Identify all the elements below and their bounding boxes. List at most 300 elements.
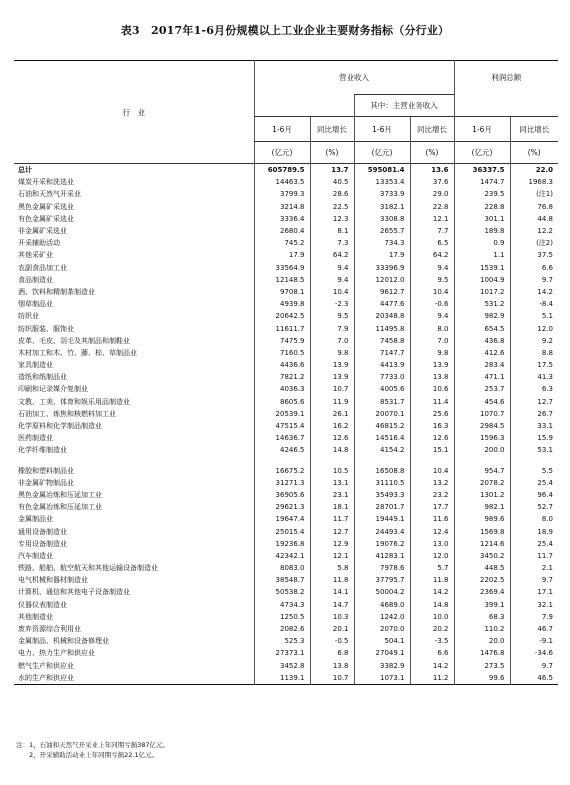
value-cell-profit-g: 33.1 [510,420,558,432]
value-cell-rev: 19236.8 [254,538,310,550]
value-cell-profit-g: 76.8 [510,201,558,213]
value-cell-rev-g: 18.1 [310,501,354,513]
value-cell-profit: 189.8 [454,225,510,237]
value-cell-main-g: 23.2 [410,489,454,501]
value-cell-main-g: 14.2 [410,586,454,598]
value-cell-profit: 1301.2 [454,489,510,501]
value-cell-main-g: 12.6 [410,432,454,444]
value-cell-rev-g: 14.8 [310,444,354,456]
header-unit-pct: (%) [510,142,558,164]
value-cell-profit: 301.1 [454,213,510,225]
value-cell-main: 2655.7 [354,225,410,237]
industry-cell: 皮革、毛皮、羽毛及其制品和制鞋业 [18,336,130,345]
industry-cell: 石油和天然气开采业 [18,190,81,199]
value-cell-main-g: 13.6 [410,164,454,177]
value-cell-main: 35493.3 [354,489,410,501]
industry-cell: 其他制造业 [18,612,53,621]
value-cell-profit-g: (注2) [510,237,558,249]
value-cell-main: 8531.7 [354,396,410,408]
value-cell-main: 2070.0 [354,623,410,635]
table-row [14,432,558,444]
value-cell-profit: 2078.2 [454,477,510,489]
value-cell-main-g: 13.0 [410,538,454,550]
value-cell-profit-g: 32.1 [510,599,558,611]
value-cell-rev: 3336.4 [254,213,310,225]
table-row [14,586,558,598]
value-cell-rev-g: 40.5 [310,176,354,188]
header-main-revenue: 其中：主营业务收入 [354,95,454,117]
value-cell-profit-g: 25.4 [510,538,558,550]
value-cell-profit-g: 9.7 [510,274,558,286]
value-cell-rev-g: 26.1 [310,408,354,420]
table-row [14,444,558,456]
industry-cell: 化学纤维制造业 [18,446,67,455]
industry-cell: 纺织服装、服饰业 [18,324,74,333]
value-cell-main: 4689.0 [354,599,410,611]
value-cell-main: 4477.6 [354,298,410,310]
value-cell-profit-g: 6.6 [510,262,558,274]
value-cell-main-g: 14.8 [410,599,454,611]
table-row [14,188,558,200]
value-cell-profit-g: 18.9 [510,525,558,537]
value-cell-main: 734.3 [354,237,410,249]
value-cell-main: 16508.8 [354,465,410,477]
value-cell-profit-g: -8.4 [510,298,558,310]
financial-indicators-table [14,60,558,685]
value-cell-rev-g: 64.2 [310,249,354,261]
value-cell-main: 24493.4 [354,525,410,537]
value-cell-profit-g: (注1) [510,188,558,200]
value-cell-main: 4005.6 [354,383,410,395]
value-cell-main-g: 11.4 [410,396,454,408]
value-cell-main: 7733.0 [354,371,410,383]
value-cell-profit-g: 53.1 [510,444,558,456]
value-cell-rev-g: 10.7 [310,383,354,395]
industry-cell: 金属制品业 [18,515,53,524]
value-cell-profit-g: 14.2 [510,286,558,298]
industry-cell: 纺织业 [18,312,39,321]
value-cell-profit: 399.1 [454,599,510,611]
value-cell-profit: 1596.3 [454,432,510,444]
table-row [14,647,558,659]
industry-cell: 通用设备制造业 [18,527,67,536]
value-cell-rev: 525.3 [254,635,310,647]
industry-cell: 化学原料和化学制品制造业 [18,422,102,431]
table-header [14,61,558,164]
header-period: 1-6月 [454,117,510,142]
header-period: 1-6月 [254,117,310,142]
industry-cell: 汽车制造业 [18,551,53,560]
value-cell-rev-g: -0.5 [310,635,354,647]
value-cell-rev: 2680.4 [254,225,310,237]
value-cell-main: 3382.9 [354,660,410,672]
header-growth: 同比增长 [310,117,354,142]
header-growth: 同比增长 [510,117,558,142]
value-cell-main-g: 37.6 [410,176,454,188]
value-cell-main: 33396.9 [354,262,410,274]
value-cell-main-g: 14.2 [410,660,454,672]
value-cell-rev: 2082.6 [254,623,310,635]
industry-cell: 烟草制品业 [18,300,53,309]
value-cell-profit: 2984.5 [454,420,510,432]
value-cell-profit: 1070.7 [454,408,510,420]
value-cell-rev-g: 12.6 [310,432,354,444]
value-cell-main: 28701.7 [354,501,410,513]
value-cell-rev: 20539.1 [254,408,310,420]
value-cell-rev-g: 16.2 [310,420,354,432]
value-cell-rev: 25015.4 [254,525,310,537]
value-cell-profit-g: 12.7 [510,396,558,408]
value-cell-rev-g: 10.4 [310,286,354,298]
table-row [14,538,558,550]
row-spacer [14,457,558,465]
value-cell-main-g: 9.4 [410,310,454,322]
value-cell-rev: 12148.5 [254,274,310,286]
value-cell-rev: 7821.2 [254,371,310,383]
value-cell-profit-g: 26.7 [510,408,558,420]
value-cell-profit-g: 2.1 [510,562,558,574]
footnote-1: 注：1、石油和天然气开采业上年同期亏损387亿元。 [16,741,170,749]
value-cell-main-g: 12.0 [410,550,454,562]
industry-cell: 有色金属冶炼和压延加工业 [18,503,102,512]
value-cell-main: 3308.8 [354,213,410,225]
value-cell-profit-g: 17.5 [510,359,558,371]
value-cell-profit: 1539.1 [454,262,510,274]
value-cell-rev: 50538.2 [254,586,310,598]
value-cell-rev-g: 22.5 [310,201,354,213]
value-cell-profit: 68.3 [454,611,510,623]
table-row [14,322,558,334]
value-cell-main-g: -0.6 [410,298,454,310]
value-cell-rev: 17.9 [254,249,310,261]
value-cell-main-g: 10.6 [410,383,454,395]
industry-cell: 其他采矿业 [18,251,53,260]
value-cell-main: 12012.0 [354,274,410,286]
table-row [14,635,558,647]
value-cell-rev-g: -2.3 [310,298,354,310]
value-cell-main: 7458.8 [354,335,410,347]
header-unit-amount: (亿元) [254,142,310,164]
value-cell-rev-g: 9.4 [310,274,354,286]
value-cell-rev: 11611.7 [254,322,310,334]
value-cell-main-g: 25.6 [410,408,454,420]
value-cell-rev-g: 11.7 [310,513,354,525]
table-row [14,286,558,298]
value-cell-main: 20070.1 [354,408,410,420]
value-cell-profit: 1.1 [454,249,510,261]
industry-cell: 农副食品加工业 [18,263,67,272]
industry-cell: 非金属矿采选业 [18,227,67,236]
value-cell-profit: 412.6 [454,347,510,359]
table-row [14,371,558,383]
value-cell-profit-g: 1968.3 [510,176,558,188]
table-row [14,408,558,420]
value-cell-profit: 283.4 [454,359,510,371]
value-cell-profit: 1004.9 [454,274,510,286]
industry-cell: 家具制造业 [18,361,53,370]
value-cell-profit-g: 5.5 [510,465,558,477]
value-cell-profit: 1017.2 [454,286,510,298]
value-cell-rev-g: 7.9 [310,322,354,334]
value-cell-profit-g: 22.0 [510,164,558,177]
value-cell-profit-g: 8.8 [510,347,558,359]
value-cell-rev-g: 5.8 [310,562,354,574]
value-cell-rev: 27373.1 [254,647,310,659]
industry-cell: 医药制造业 [18,434,53,443]
table-row [14,201,558,213]
table-row [14,525,558,537]
value-cell-rev-g: 11.9 [310,396,354,408]
value-cell-profit: 1569.8 [454,525,510,537]
value-cell-rev-g: 11.8 [310,574,354,586]
value-cell-rev-g: 13.9 [310,371,354,383]
table-row [14,298,558,310]
value-cell-main: 19076.2 [354,538,410,550]
value-cell-profit-g: 8.0 [510,513,558,525]
value-cell-main-g: 22.8 [410,201,454,213]
industry-cell: 仪器仪表制造业 [18,600,67,609]
value-cell-rev-g: 13.1 [310,477,354,489]
value-cell-main: 17.9 [354,249,410,261]
header-unit-pct: (%) [310,142,354,164]
industry-cell: 专用设备制造业 [18,539,67,548]
table-row [14,562,558,574]
value-cell-profit: 36337.5 [454,164,510,177]
table-row [14,359,558,371]
industry-cell: 橡胶和塑料制品业 [18,466,74,475]
value-cell-main-g: -3.5 [410,635,454,647]
table-row [14,660,558,672]
industry-cell: 水的生产和供应业 [18,673,74,682]
value-cell-main-g: 12.4 [410,525,454,537]
value-cell-profit: 3450.2 [454,550,510,562]
value-cell-rev-g: 7.3 [310,237,354,249]
industry-cell: 开采辅助活动 [18,239,60,248]
value-cell-rev-g: 12.7 [310,525,354,537]
value-cell-main-g: 8.0 [410,322,454,334]
value-cell-profit-g: 7.9 [510,611,558,623]
value-cell-profit-g: 9.7 [510,660,558,672]
value-cell-main: 3182.1 [354,201,410,213]
value-cell-main: 46815.2 [354,420,410,432]
industry-cell: 铁路、船舶、航空航天和其他运输设备制造业 [18,564,158,573]
value-cell-main: 1073.1 [354,672,410,685]
value-cell-main-g: 10.0 [410,611,454,623]
value-cell-rev: 29621.3 [254,501,310,513]
value-cell-rev-g: 9.4 [310,262,354,274]
value-cell-rev: 605789.5 [254,164,310,177]
table-row [14,237,558,249]
value-cell-profit-g: 12.0 [510,322,558,334]
value-cell-main: 27049.1 [354,647,410,659]
value-cell-rev-g: 23.1 [310,489,354,501]
industry-cell: 黑色金属冶炼和压延加工业 [18,490,102,499]
value-cell-rev-g: 13.8 [310,660,354,672]
value-cell-rev-g: 9.8 [310,347,354,359]
table-row [14,262,558,274]
value-cell-rev: 31271.3 [254,477,310,489]
value-cell-main: 50004.2 [354,586,410,598]
value-cell-main-g: 9.8 [410,347,454,359]
industry-cell: 文教、工美、体育和娱乐用品制造业 [18,397,130,406]
value-cell-profit: 982.9 [454,310,510,322]
table-row [14,611,558,623]
value-cell-main: 13353.4 [354,176,410,188]
value-cell-rev-g: 20.1 [310,623,354,635]
value-cell-profit-g: 41.3 [510,371,558,383]
table-row [14,623,558,635]
value-cell-main-g: 17.7 [410,501,454,513]
value-cell-main-g: 13.8 [410,371,454,383]
industry-cell: 黑色金属矿采选业 [18,202,74,211]
value-cell-rev-g: 28.6 [310,188,354,200]
industry-cell: 非金属矿物制品业 [18,478,74,487]
value-cell-main: 4413.9 [354,359,410,371]
value-cell-profit-g: -9.1 [510,635,558,647]
table-row [14,465,558,477]
value-cell-main-g: 10.4 [410,465,454,477]
industry-cell: 有色金属矿采选业 [18,214,74,223]
value-cell-main-g: 11.2 [410,672,454,685]
industry-cell: 印刷和记录媒介复制业 [18,385,88,394]
value-cell-profit: 448.5 [454,562,510,574]
value-cell-profit-g: 5.1 [510,310,558,322]
header-period: 1-6月 [354,117,410,142]
value-cell-main-g: 29.0 [410,188,454,200]
industry-cell: 食品制造业 [18,275,53,284]
value-cell-rev-g: 10.7 [310,672,354,685]
value-cell-main-g: 64.2 [410,249,454,261]
value-cell-profit: 110.2 [454,623,510,635]
value-cell-rev-g: 14.7 [310,599,354,611]
value-cell-rev: 33564.9 [254,262,310,274]
value-cell-profit-g: 46.5 [510,672,558,685]
industry-cell: 计算机、通信和其他电子设备制造业 [18,588,130,597]
value-cell-rev-g: 14.1 [310,586,354,598]
industry-cell: 电力、热力生产和供应业 [18,649,95,658]
value-cell-main: 37795.7 [354,574,410,586]
table-row [14,310,558,322]
value-cell-main-g: 11.6 [410,513,454,525]
value-cell-profit-g: 9.7 [510,574,558,586]
value-cell-main-g: 7.7 [410,225,454,237]
value-cell-profit-g: 6.3 [510,383,558,395]
value-cell-main-g: 6.6 [410,647,454,659]
value-cell-rev: 7160.5 [254,347,310,359]
value-cell-main: 595081.4 [354,164,410,177]
value-cell-profit-g: 15.9 [510,432,558,444]
value-cell-main-g: 20.2 [410,623,454,635]
value-cell-main: 504.1 [354,635,410,647]
table-row [14,383,558,395]
value-cell-main: 1242.0 [354,611,410,623]
value-cell-rev: 38548.7 [254,574,310,586]
value-cell-profit-g: 9.2 [510,335,558,347]
value-cell-main: 14516.4 [354,432,410,444]
value-cell-rev: 16675.2 [254,465,310,477]
value-cell-rev: 4734.3 [254,599,310,611]
value-cell-rev-g: 8.1 [310,225,354,237]
value-cell-profit: 20.0 [454,635,510,647]
table-row [14,574,558,586]
value-cell-main: 20348.8 [354,310,410,322]
value-cell-profit: 1476.8 [454,647,510,659]
value-cell-profit-g: 17.1 [510,586,558,598]
value-cell-profit: 228.8 [454,201,510,213]
value-cell-main-g: 12.1 [410,213,454,225]
value-cell-rev: 14463.5 [254,176,310,188]
value-cell-rev-g: 13.9 [310,359,354,371]
header-unit-amount: (亿元) [354,142,410,164]
value-cell-rev-g: 6.8 [310,647,354,659]
value-cell-profit: 99.6 [454,672,510,685]
industry-cell: 燃气生产和供应业 [18,661,74,670]
industry-cell: 木材加工和木、竹、藤、棕、草制品业 [18,348,137,357]
table-row [14,672,558,685]
header-profit: 利润总额 [454,61,558,95]
table-row [14,347,558,359]
value-cell-rev: 47515.4 [254,420,310,432]
value-cell-profit: 531.2 [454,298,510,310]
value-cell-rev: 3799.3 [254,188,310,200]
value-cell-main: 9612.7 [354,286,410,298]
industry-cell: 煤炭开采和洗选业 [18,178,74,187]
industry-cell: 废弃资源综合利用业 [18,625,81,634]
value-cell-rev-g: 10.3 [310,611,354,623]
value-cell-rev-g: 10.5 [310,465,354,477]
table-row [14,335,558,347]
industry-cell: 电气机械和器材制造业 [18,576,88,585]
value-cell-rev: 1139.1 [254,672,310,685]
value-cell-main-g: 9.4 [410,262,454,274]
value-cell-rev: 7475.9 [254,335,310,347]
value-cell-main-g: 6.5 [410,237,454,249]
footnotes [16,740,169,760]
value-cell-profit: 239.5 [454,188,510,200]
table-row [14,249,558,261]
value-cell-main: 7978.6 [354,562,410,574]
value-cell-profit-g: 25.4 [510,477,558,489]
value-cell-rev: 4939.8 [254,298,310,310]
value-cell-rev: 36905.6 [254,489,310,501]
value-cell-main-g: 11.8 [410,574,454,586]
value-cell-main: 31110.5 [354,477,410,489]
industry-cell: 酒、饮料和精制茶制造业 [18,287,95,296]
table-row [14,225,558,237]
value-cell-profit: 989.6 [454,513,510,525]
value-cell-profit: 2202.5 [454,574,510,586]
value-cell-profit-g: 52.7 [510,501,558,513]
value-cell-main-g: 15.1 [410,444,454,456]
value-cell-main-g: 10.4 [410,286,454,298]
table-body [14,164,558,685]
value-cell-rev: 19647.4 [254,513,310,525]
value-cell-main: 41283.1 [354,550,410,562]
value-cell-rev: 8605.6 [254,396,310,408]
value-cell-profit: 982.1 [454,501,510,513]
value-cell-rev: 745.2 [254,237,310,249]
value-cell-profit-g: 96.4 [510,489,558,501]
value-cell-rev: 42342.1 [254,550,310,562]
value-cell-rev: 1250.5 [254,611,310,623]
table-row [14,513,558,525]
value-cell-profit: 454.6 [454,396,510,408]
table-row [14,420,558,432]
value-cell-main: 19449.1 [354,513,410,525]
total-row [14,164,558,177]
value-cell-main: 4154.2 [354,444,410,456]
value-cell-rev: 3452.8 [254,660,310,672]
